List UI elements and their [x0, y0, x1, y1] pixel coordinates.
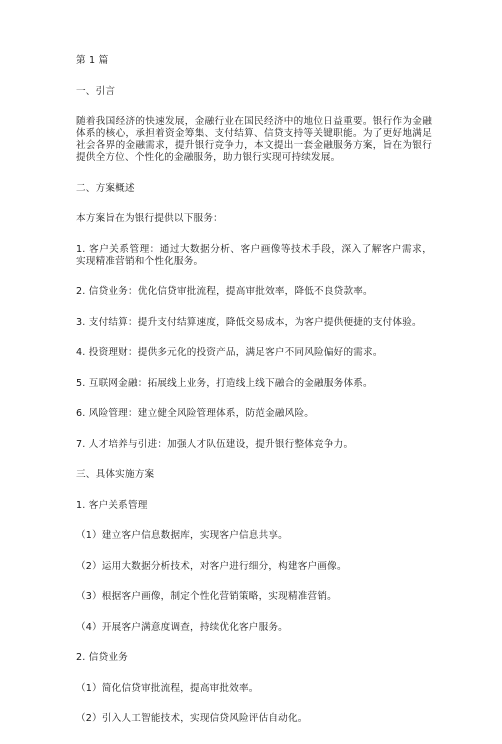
- section-heading-overview: 二、方案概述: [76, 182, 135, 194]
- intro-line: 体系的核心，承担着资金筹集、支付结算、信贷支持等关键职能。为了更好地满足: [76, 128, 432, 139]
- overview-item: 2. 信贷业务：优化信贷审批流程，提高审批效率，降低不良贷款率。: [76, 286, 373, 297]
- overview-item-line: 实现精准营销和个性化服务。: [76, 255, 204, 267]
- overview-item: 6. 风险管理：建立健全风险管理体系，防范金融风险。: [76, 408, 315, 419]
- part-title: 第 1 篇: [76, 55, 109, 66]
- overview-item: [76, 244, 432, 268]
- impl-item: （1）建立客户信息数据库，实现客户信息共享。: [76, 530, 288, 541]
- intro-paragraph: [76, 116, 432, 164]
- document-body: [76, 55, 432, 744]
- impl-item: （4）开展客户满意度调查，持续优化客户服务。: [76, 621, 288, 633]
- overview-item: 4. 投资理财：提供多元化的投资产品，满足客户不同风险偏好的需求。: [76, 347, 383, 358]
- impl-subheading: 2. 信贷业务: [76, 652, 128, 663]
- overview-item: 3. 支付结算：提升支付结算速度，降低交易成本，为客户提供便捷的支付体验。: [76, 316, 422, 328]
- intro-line: 随着我国经济的快速发展，金融行业在国民经济中的地位日益重要。银行作为金融: [76, 116, 432, 127]
- intro-line: 提供全方位、个性化的金融服务，助力银行实现可持续发展。: [76, 152, 341, 163]
- section-heading-implementation: 三、具体实施方案: [76, 469, 155, 480]
- overview-item: 5. 互联网金融：拓展线上业务，打造线上线下融合的金融服务体系。: [76, 377, 373, 389]
- section-heading-intro: 一、引言: [76, 85, 116, 97]
- overview-item-line: 1. 客户关系管理：通过大数据分析、客户画像等技术手段，深入了解客户需求，: [76, 243, 432, 255]
- impl-item: （2）运用大数据分析技术，对客户进行细分，构建客户画像。: [76, 560, 347, 572]
- impl-subheading: 1. 客户关系管理: [76, 499, 148, 511]
- impl-item: （2）引入人工智能技术，实现信贷风险评估自动化。: [76, 713, 308, 724]
- impl-item: （3）根据客户画像，制定个性化营销策略，实现精准营销。: [76, 591, 337, 602]
- impl-item: （1）简化信贷审批流程，提高审批效率。: [76, 682, 259, 694]
- intro-line: 社会各界的金融需求，提升银行竞争力，本文提出一套金融服务方案，旨在为银行: [76, 140, 432, 151]
- overview-intro: 本方案旨在为银行提供以下服务：: [76, 213, 223, 224]
- overview-item: 7. 人才培养与引进：加强人才队伍建设，提升银行整体竞争力。: [76, 438, 354, 450]
